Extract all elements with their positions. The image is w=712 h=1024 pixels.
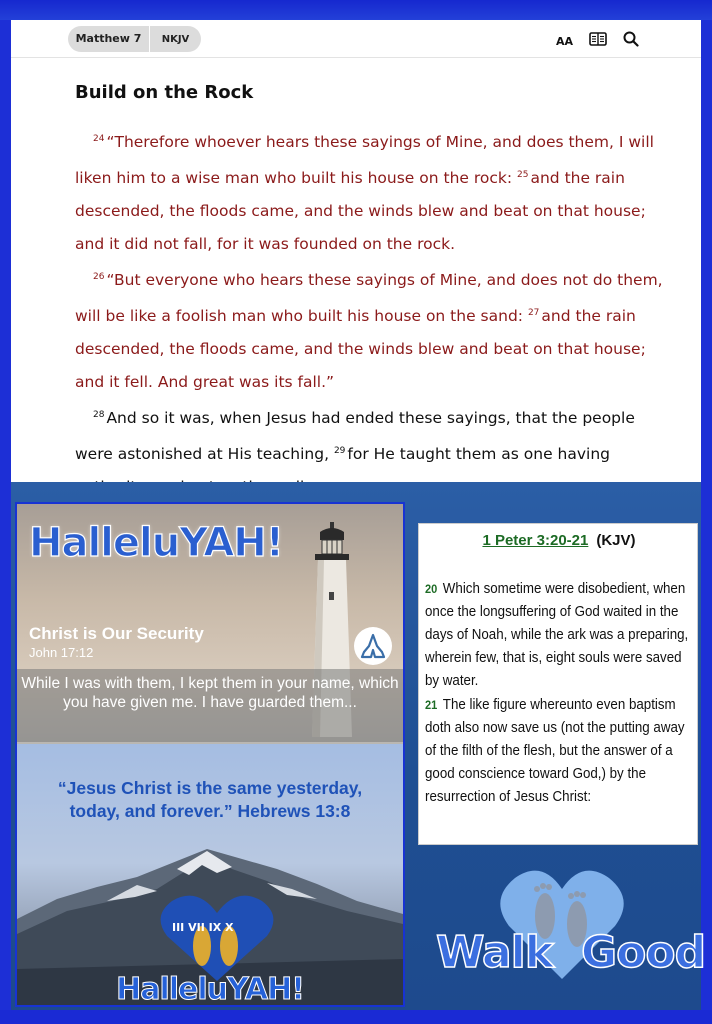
bottom-frame (0, 1010, 712, 1024)
reader-toolbar (11, 20, 701, 58)
verse-number[interactable]: 26 (93, 272, 105, 282)
verse-paragraph-24 (75, 123, 665, 261)
lighthouse-section (17, 504, 403, 744)
hebrews-line-2: today, and forever.” Hebrews 13:8 (69, 801, 351, 821)
section-heading: Build on the Rock (75, 82, 254, 103)
verse-text: Which sometime were disobedient, when once the longsuffering of God waited in the days of Noah, while the ark was a preparing, wherein few, that is, eight souls were saved by water. (425, 581, 689, 689)
hebrews-quote (17, 777, 403, 823)
version-button[interactable]: NKJV (161, 33, 190, 45)
mountain-section (17, 744, 403, 1007)
halleluyah-image (15, 502, 405, 1007)
verse-28: And so it was, when Jesus had ended these sayings, that the people were astonished at His teaching, (75, 409, 635, 463)
peter-verse-20 (425, 578, 696, 693)
passage-text (75, 123, 665, 504)
verse-29: for He taught them as one having (347, 445, 611, 463)
kjv-verse-card (418, 523, 698, 845)
verse-25: and the rain descended, the floods came, and the winds blew and beat on that house; and it did not fall, for it was founded on the rock. (75, 169, 646, 253)
text-size-icon[interactable]: AA (555, 35, 573, 48)
verse-text: The like figure whereunto even baptism doth also now save us (not the putting away of the filth of the flesh, but the answer of a good conscience toward God,) by the resurrection of Jesus Christ: (425, 697, 685, 805)
verse-number[interactable]: 25 (517, 170, 529, 180)
heart-text: III VII IX X (172, 921, 234, 934)
verse-number: 21 (425, 698, 438, 712)
kjv-card-title (419, 532, 699, 549)
halleluyah-title: HalleluYAH! (29, 520, 284, 566)
verse-paragraph-26 (75, 261, 665, 399)
verse-26: “But everyone who hears these sayings of Mine, and does not do them, will be like a foolish man who built his house on the sand: (75, 271, 663, 325)
verse-number[interactable]: 29 (333, 446, 346, 456)
verse-number: 20 (425, 582, 438, 596)
book-chapter-button[interactable]: Matthew 7 (68, 26, 150, 52)
verse-number[interactable]: 27 (527, 308, 540, 318)
hebrews-line-1: “Jesus Christ is the same yesterday, (57, 778, 363, 798)
halleluyah-bottom-title: HalleluYAH! (116, 972, 304, 1007)
security-reference: John 17:12 (29, 645, 94, 660)
kjv-label: (KJV) (596, 532, 636, 549)
toolbar-tools (556, 31, 639, 52)
john-quote: While I was with them, I kept them in your name, which you have given me. I have guarded them... (17, 669, 403, 742)
praying-hands-icon (354, 627, 392, 665)
bible-reader (11, 20, 701, 482)
verse-24: “Therefore whoever hears these sayings of Mine, and does them, I will liken him to a wise man who built his house on the rock: (75, 133, 654, 187)
walk-label: Walk (436, 927, 553, 978)
verse-number[interactable]: 24 (93, 134, 105, 144)
verse-27: and the rain descended, the floods came, and the winds blew and beat on that house; and it fell. And great was its fall.” (75, 307, 646, 391)
verse-number[interactable]: 28 (93, 410, 105, 420)
chapter-version-pill (68, 26, 201, 52)
peter-verse-21 (425, 694, 696, 809)
peter-reference: 1 Peter 3:20-21 (482, 532, 589, 549)
top-frame (0, 0, 712, 20)
good-label: Good (581, 927, 706, 978)
image-panel (11, 482, 706, 1010)
search-icon[interactable] (623, 31, 639, 52)
security-title: Christ is Our Security (29, 624, 204, 643)
reader-icon[interactable] (589, 32, 607, 51)
